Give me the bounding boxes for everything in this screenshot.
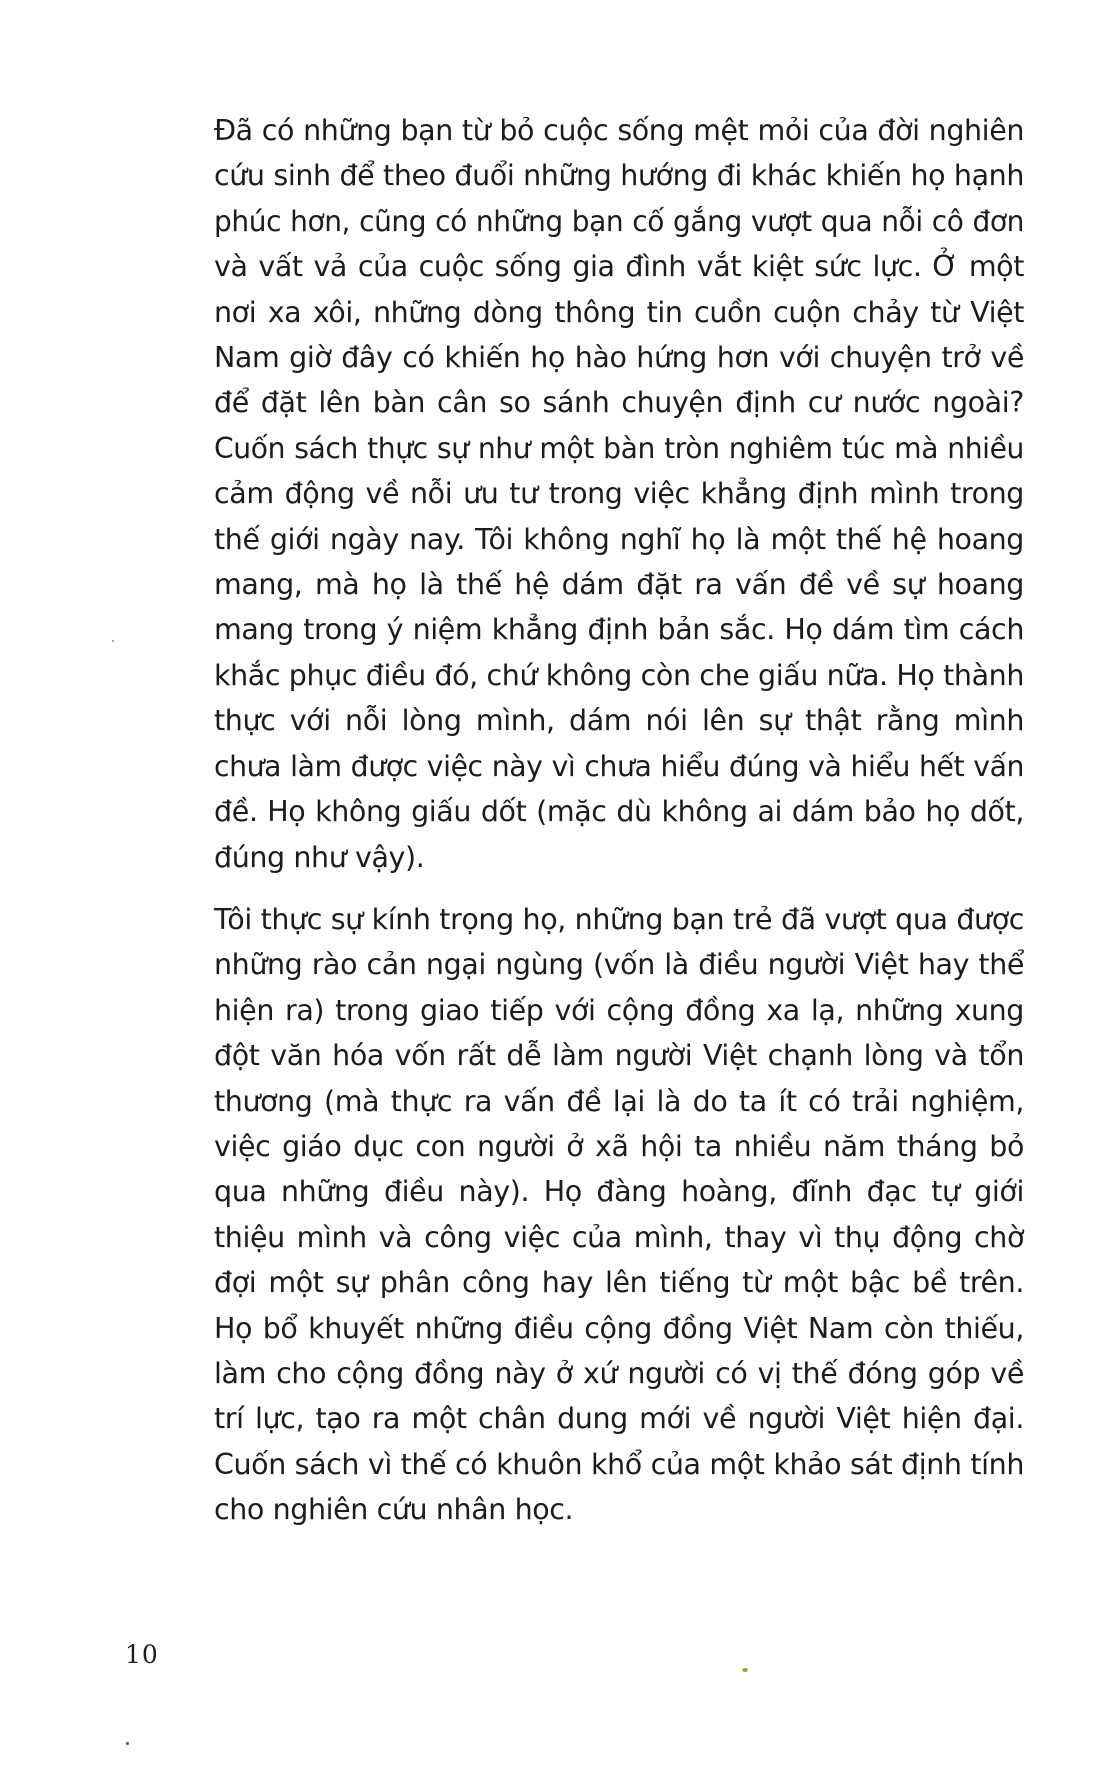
text-line: để đặt lên bàn cân so sánh chuyện định cư nước ngoài? bbox=[214, 386, 1024, 420]
text-line: Cuốn sách vì thế có khuôn khổ của một khảo sát định tính bbox=[214, 1447, 1024, 1481]
text-line: thế giới ngày nay. Tôi không nghĩ họ là một thế hệ hoang bbox=[214, 522, 1024, 556]
text-line: Đã có những bạn từ bỏ cuộc sống mệt mỏi của đời nghiên bbox=[214, 114, 1024, 147]
text-line: thương (mà thực ra vấn đề lại là do ta ít có trải nghiệm, bbox=[214, 1084, 1024, 1118]
text-line: đột văn hóa vốn rất dễ làm người Việt chạnh lòng và tổn bbox=[214, 1039, 1024, 1073]
text-line: mang, mà họ là thế hệ dám đặt ra vấn đề về sự hoang bbox=[214, 568, 1024, 602]
body-text bbox=[214, 108, 1024, 1533]
text-line: khắc phục điều đó, chứ không còn che giấu nữa. Họ thành bbox=[214, 658, 1024, 692]
paragraph-2 bbox=[214, 897, 1024, 1533]
text-line: Nam giờ đây có khiến họ hào hứng hơn với chuyện trở về bbox=[214, 341, 1024, 375]
paragraph-1 bbox=[214, 108, 1024, 880]
text-line: Cuốn sách thực sự như một bàn tròn nghiêm túc mà nhiều bbox=[214, 431, 1024, 465]
text-line: trí lực, tạo ra một chân dung mới về người Việt hiện đại. bbox=[214, 1402, 1024, 1436]
text-line: phúc hơn, cũng có những bạn cố gắng vượt qua nỗi cô đơn bbox=[214, 204, 1024, 238]
print-speck bbox=[126, 1742, 129, 1745]
text-line: thiệu mình và công việc của mình, thay vì thụ động chờ bbox=[214, 1220, 1024, 1254]
text-line: những rào cản ngại ngùng (vốn là điều người Việt hay thể bbox=[214, 948, 1024, 982]
text-line: đợi một sự phân công hay lên tiếng từ một bậc bề trên. bbox=[214, 1266, 1024, 1300]
text-line: cho nghiên cứu nhân học. bbox=[214, 1493, 574, 1527]
print-speck bbox=[742, 1668, 748, 1672]
text-line: đúng như vậy). bbox=[214, 840, 425, 874]
text-line: mang trong ý niệm khẳng định bản sắc. Họ dám tìm cách bbox=[214, 613, 1024, 647]
text-line: chưa làm được việc này vì chưa hiểu đúng và hiểu hết vấn bbox=[214, 749, 1024, 783]
text-line: cứu sinh để theo đuổi những hướng đi khác khiến họ hạnh bbox=[214, 159, 1024, 193]
text-line: qua những điều này). Họ đàng hoàng, đĩnh đạc tự giới bbox=[214, 1175, 1024, 1209]
text-line: Tôi thực sự kính trọng họ, những bạn trẻ đã vượt qua được bbox=[214, 902, 1024, 936]
text-line: thực với nỗi lòng mình, dám nói lên sự thật rằng mình bbox=[214, 704, 1024, 738]
text-line: Họ bổ khuyết những điều cộng đồng Việt Nam còn thiếu, bbox=[214, 1311, 1024, 1345]
text-line: việc giáo dục con người ở xã hội ta nhiều năm tháng bỏ bbox=[214, 1129, 1024, 1163]
text-line: nơi xa xôi, những dòng thông tin cuồn cuộn chảy từ Việt bbox=[214, 295, 1024, 329]
text-line: hiện ra) trong giao tiếp với cộng đồng xa lạ, những xung bbox=[214, 993, 1024, 1027]
text-line: và vất vả của cuộc sống gia đình vắt kiệt sức lực. Ở một bbox=[214, 250, 1024, 284]
page-number: 10 bbox=[125, 1640, 159, 1669]
print-speck bbox=[112, 640, 114, 642]
text-line: cảm động về nỗi ưu tư trong việc khẳng định mình trong bbox=[214, 477, 1024, 511]
text-line: làm cho cộng đồng này ở xứ người có vị thế đóng góp về bbox=[214, 1356, 1024, 1390]
text-line: đề. Họ không giấu dốt (mặc dù không ai dám bảo họ dốt, bbox=[214, 795, 1024, 829]
